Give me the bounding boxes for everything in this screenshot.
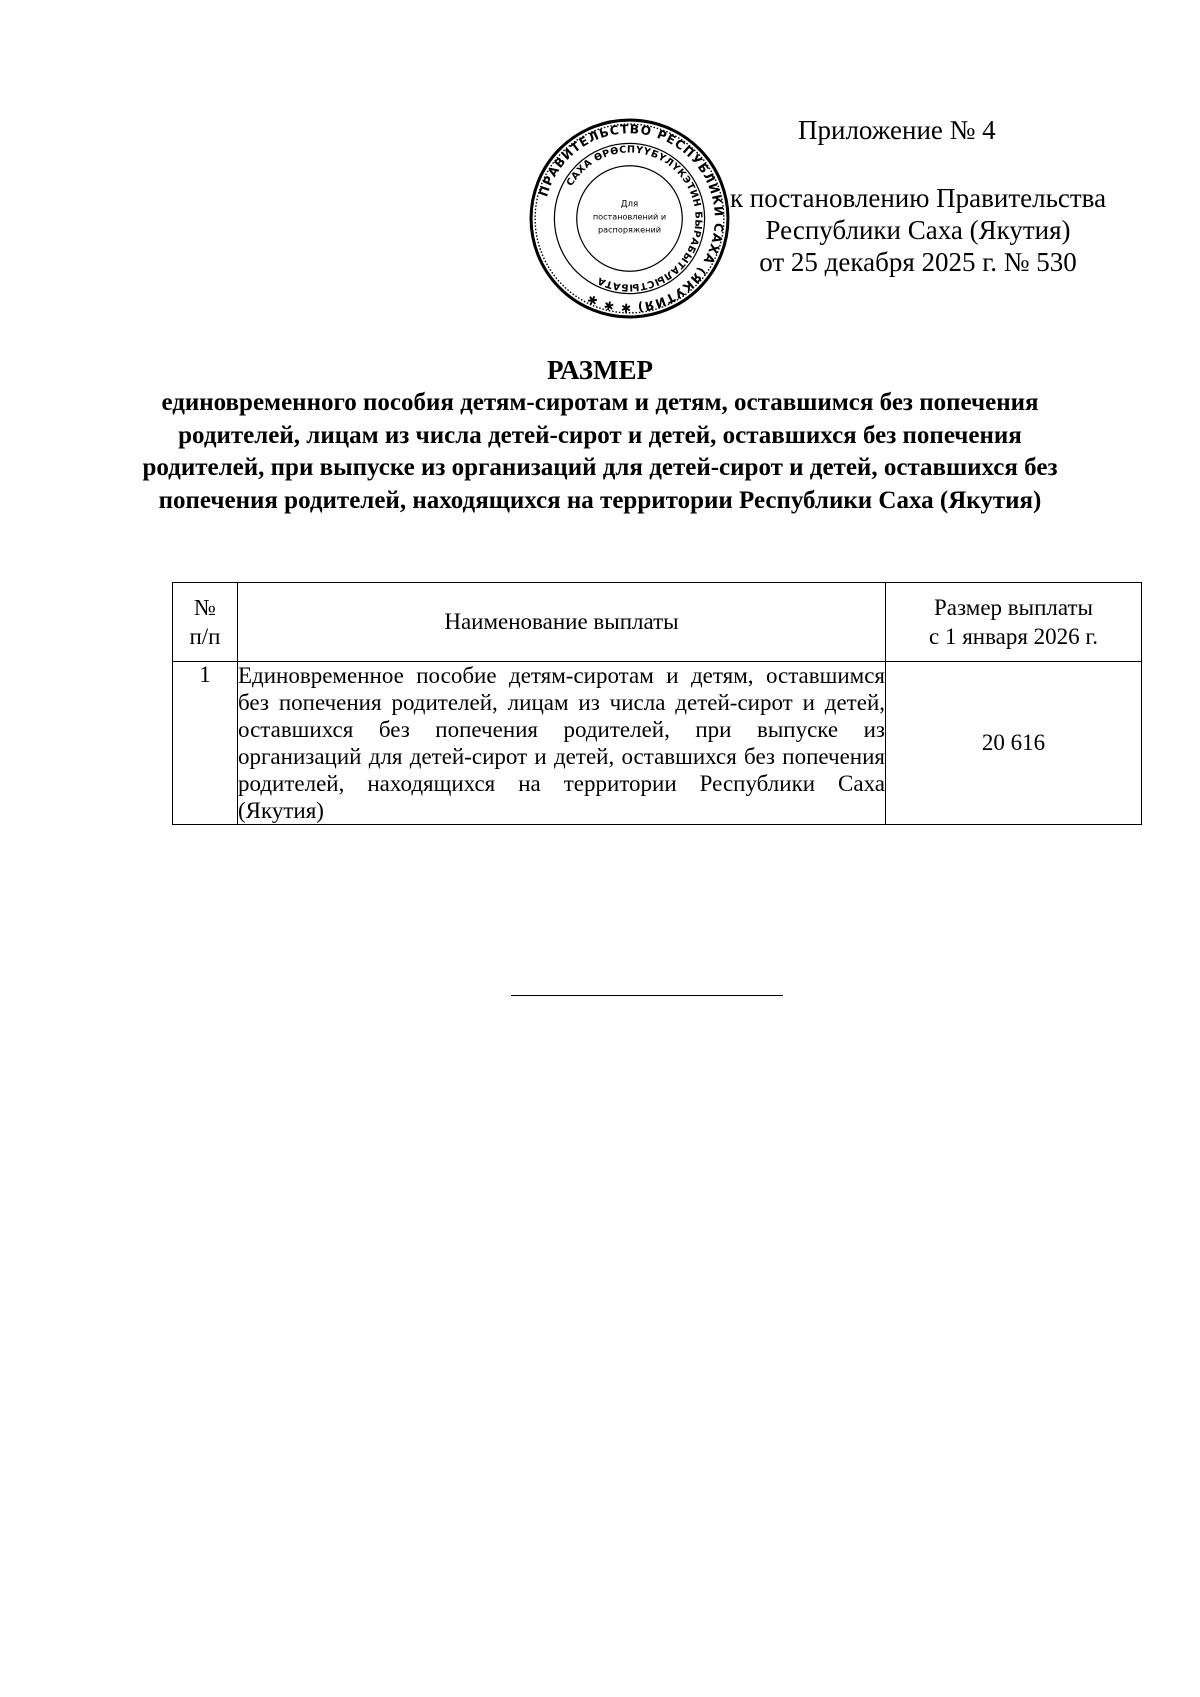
svg-text:ПРАВИТЕЛЬСТВО РЕСПУБЛИКИ САХА: ПРАВИТЕЛЬСТВО РЕСПУБЛИКИ САХА (ЯКУТИЯ) ✱ ✱ ✱ (536, 122, 726, 315)
resolution-reference (728, 182, 1108, 278)
header-number-abbr: п/п (189, 624, 221, 649)
svg-text:САХА ӨРӨСПҮҮБҮЛҮКЭТИН БЫРАБЫТА: САХА ӨРӨСПҮҮБҮЛҮКЭТИН БЫРАБЫТАЛЫСТЫБАТА (564, 144, 704, 293)
header-number (173, 583, 238, 662)
title-subtitle: единовременного пособия детям-сиротам и детям, оставшимся без попечения родителей, лицам из числа детей-сирот и детей, оставшихся без попечения родителей, при выпуске из организаций для детей-сирот и детей, оставшихся без попечения родителей, находящихся на территории Республики Саха (Якутия) (142, 389, 1058, 514)
header-size-date: с 1 января 2026 г. (928, 624, 1099, 649)
header-payment-size (886, 583, 1142, 662)
title-main: РАЗМЕР (546, 355, 654, 385)
header-payment-name: Наименование выплаты (238, 583, 886, 662)
resolution-line: от 25 декабря 2025 г. № 530 (759, 247, 1077, 277)
row-number: 1 (173, 662, 238, 825)
svg-text:распоряжений: распоряжений (597, 224, 662, 235)
table-row (173, 662, 1142, 825)
resolution-line: к постановлению Правительства (729, 183, 1107, 213)
end-of-document-rule (511, 995, 783, 996)
document-title (130, 353, 1070, 517)
row-payment-amount: 20 616 (886, 662, 1142, 825)
header-number-symbol: № (194, 595, 216, 620)
resolution-line: Республики Саха (Якутия) (765, 215, 1071, 245)
svg-text:Для: Для (620, 199, 639, 210)
payment-table (172, 582, 1142, 825)
header-size-label: Размер выплаты (934, 595, 1093, 620)
table-header-row (173, 583, 1142, 662)
official-seal-stamp (528, 117, 731, 320)
appendix-number: Приложение № 4 (798, 115, 996, 145)
svg-text:постановлений и: постановлений и (592, 211, 667, 222)
row-payment-name: Единовременное пособие детям-сиротам и детям, оставшимся без попечения родителей, лицам из числа детей-сирот и детей, оставшихся без попечения родителей, при выпуске из организаций для детей-сирот и детей, оставшихся без попечения родителей, находящихся на территории Республики Саха (Якутия) (238, 663, 885, 823)
